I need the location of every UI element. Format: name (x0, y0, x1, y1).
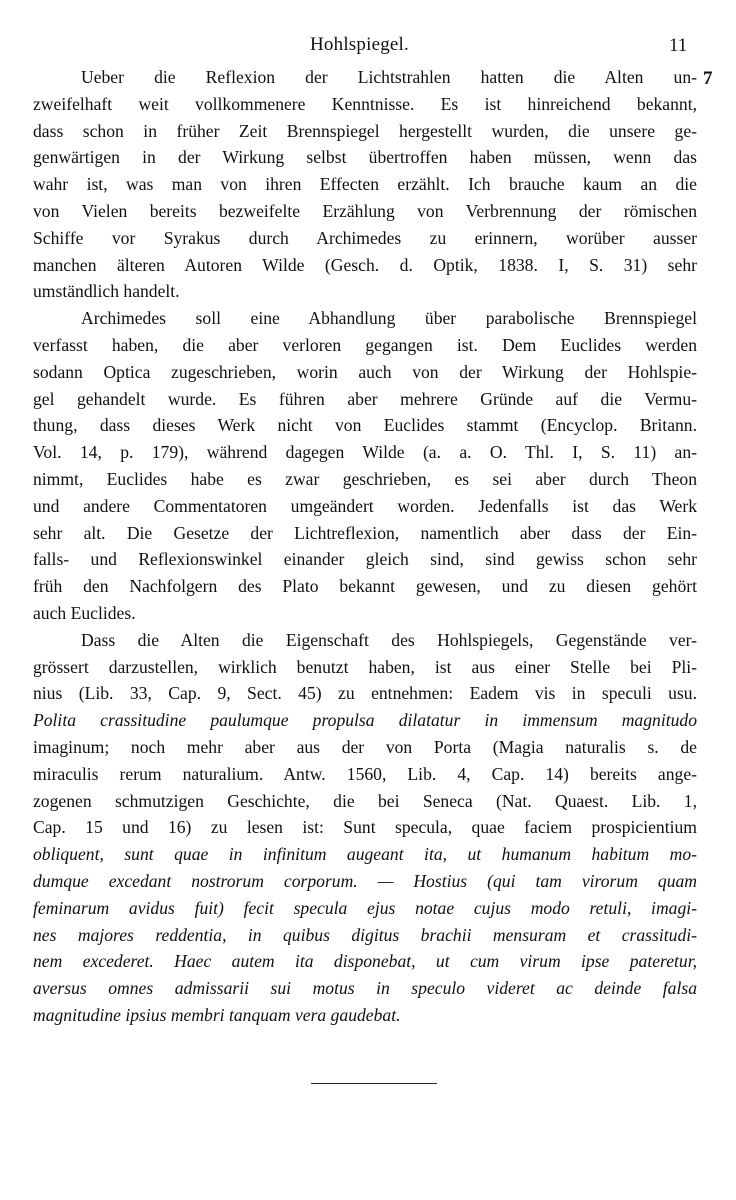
text-line: Vol. 14, p. 179), während dagegen Wilde (a. a. O. Thl. I, S. 11) an- (33, 442, 697, 463)
text-line: nes majores reddentia, in quibus digitus brachii mensuram et crassitudi- (33, 924, 697, 945)
body-text (33, 64, 697, 1029)
text-line: aversus omnes admissarii sui motus in speculo videret ac deinde falsa (33, 978, 697, 999)
text-line: nius (Lib. 33, Cap. 9, Sect. 45) zu entnehmen: Eadem vis in speculi usu. (33, 683, 697, 704)
text-line: dumque excedant nostrorum corporum. — Hostius (qui tam virorum quam (33, 870, 697, 891)
footer-rule (311, 1083, 437, 1084)
text-line: Dass die Alten die Eigenschaft des Hohlspiegels, Gegenstände ver- (81, 629, 697, 650)
text-line: von Vielen bereits bezweifelte Erzählung von Verbrennung der römischen (33, 200, 697, 221)
text-line: umständlich handelt. (33, 281, 180, 302)
running-head (0, 34, 736, 60)
text-line: thung, dass dieses Werk nicht von Euclides stammt (Encyclop. Britann. (33, 415, 697, 436)
text-line: genwärtigen in der Wirkung selbst übertroffen haben müssen, wenn das (33, 147, 697, 168)
text-line: feminarum avidus fuit) fecit specula ejus notae cujus modo retuli, imagi- (33, 897, 697, 918)
text-line: verfasst haben, die aber verloren gegangen ist. Dem Euclides werden (33, 334, 697, 355)
text-line: zweifelhaft weit vollkommenere Kenntnisse. Es ist hinreichend bekannt, (33, 93, 697, 114)
text-line: falls- und Reflexionswinkel einander gleich sind, sind gewiss schon sehr (33, 549, 697, 570)
running-title: Hohlspiegel. (310, 34, 409, 55)
text-line: Ueber die Reflexion der Lichtstrahlen hatten die Alten un- (81, 67, 697, 87)
text-line: Schiffe vor Syrakus durch Archimedes zu erinnern, worüber ausser (33, 227, 697, 248)
text-line: früh den Nachfolgern des Plato bekannt gewesen, und zu diesen gehört (33, 576, 697, 597)
text-line: dass schon in früher Zeit Brennspiegel hergestellt wurden, die unsere ge- (33, 120, 697, 141)
text-line: und andere Commentatoren umgeändert worden. Jedenfalls ist das Werk (33, 495, 697, 516)
margin-note: 7 (703, 68, 713, 89)
text-line: manchen älteren Autoren Wilde (Gesch. d. Optik, 1838. I, S. 31) sehr (33, 254, 697, 275)
text-line: obliquent, sunt quae in infinitum augeant ita, ut humanum habitum mo- (33, 844, 697, 865)
text-line: grössert darzustellen, wirklich benutzt haben, ist aus einer Stelle bei Pli- (33, 656, 697, 677)
text-line: zogenen schmutzigen Geschichte, die bei Seneca (Nat. Quaest. Lib. 1, (33, 790, 697, 811)
text-line: nimmt, Euclides habe es zwar geschrieben, es sei aber durch Theon (33, 468, 697, 489)
text-line: auch Euclides. (33, 602, 136, 623)
text-line: wahr ist, was man von ihren Effecten erzählt. Ich brauche kaum an die (33, 174, 697, 195)
text-line: Archimedes soll eine Abhandlung über parabolische Brennspiegel (81, 308, 697, 329)
page-number: 11 (669, 35, 688, 56)
text-line: nem excederet. Haec autem ita disponebat, ut cum virum ipse pateretur, (33, 951, 697, 972)
text-line: sodann Optica zugeschrieben, worin auch von der Wirkung der Hohlspie- (33, 361, 697, 382)
text-line: gel gehandelt wurde. Es führen aber mehrere Gründe auf die Vermu- (33, 388, 697, 409)
text-line: Cap. 15 und 16) zu lesen ist: Sunt specula, quae faciem prospicientium (33, 817, 697, 838)
text-line: Polita crassitudine paulumque propulsa dilatatur in immensum magnitudo (33, 710, 697, 731)
text-line: miraculis rerum naturalium. Antw. 1560, Lib. 4, Cap. 14) bereits ange- (33, 763, 697, 784)
text-line: magnitudine ipsius membri tanquam vera gaudebat. (33, 1004, 401, 1025)
text-line: imaginum; noch mehr aber aus der von Porta (Magia naturalis s. de (33, 736, 697, 757)
text-line: sehr alt. Die Gesetze der Lichtreflexion, namentlich aber dass der Ein- (33, 522, 697, 543)
